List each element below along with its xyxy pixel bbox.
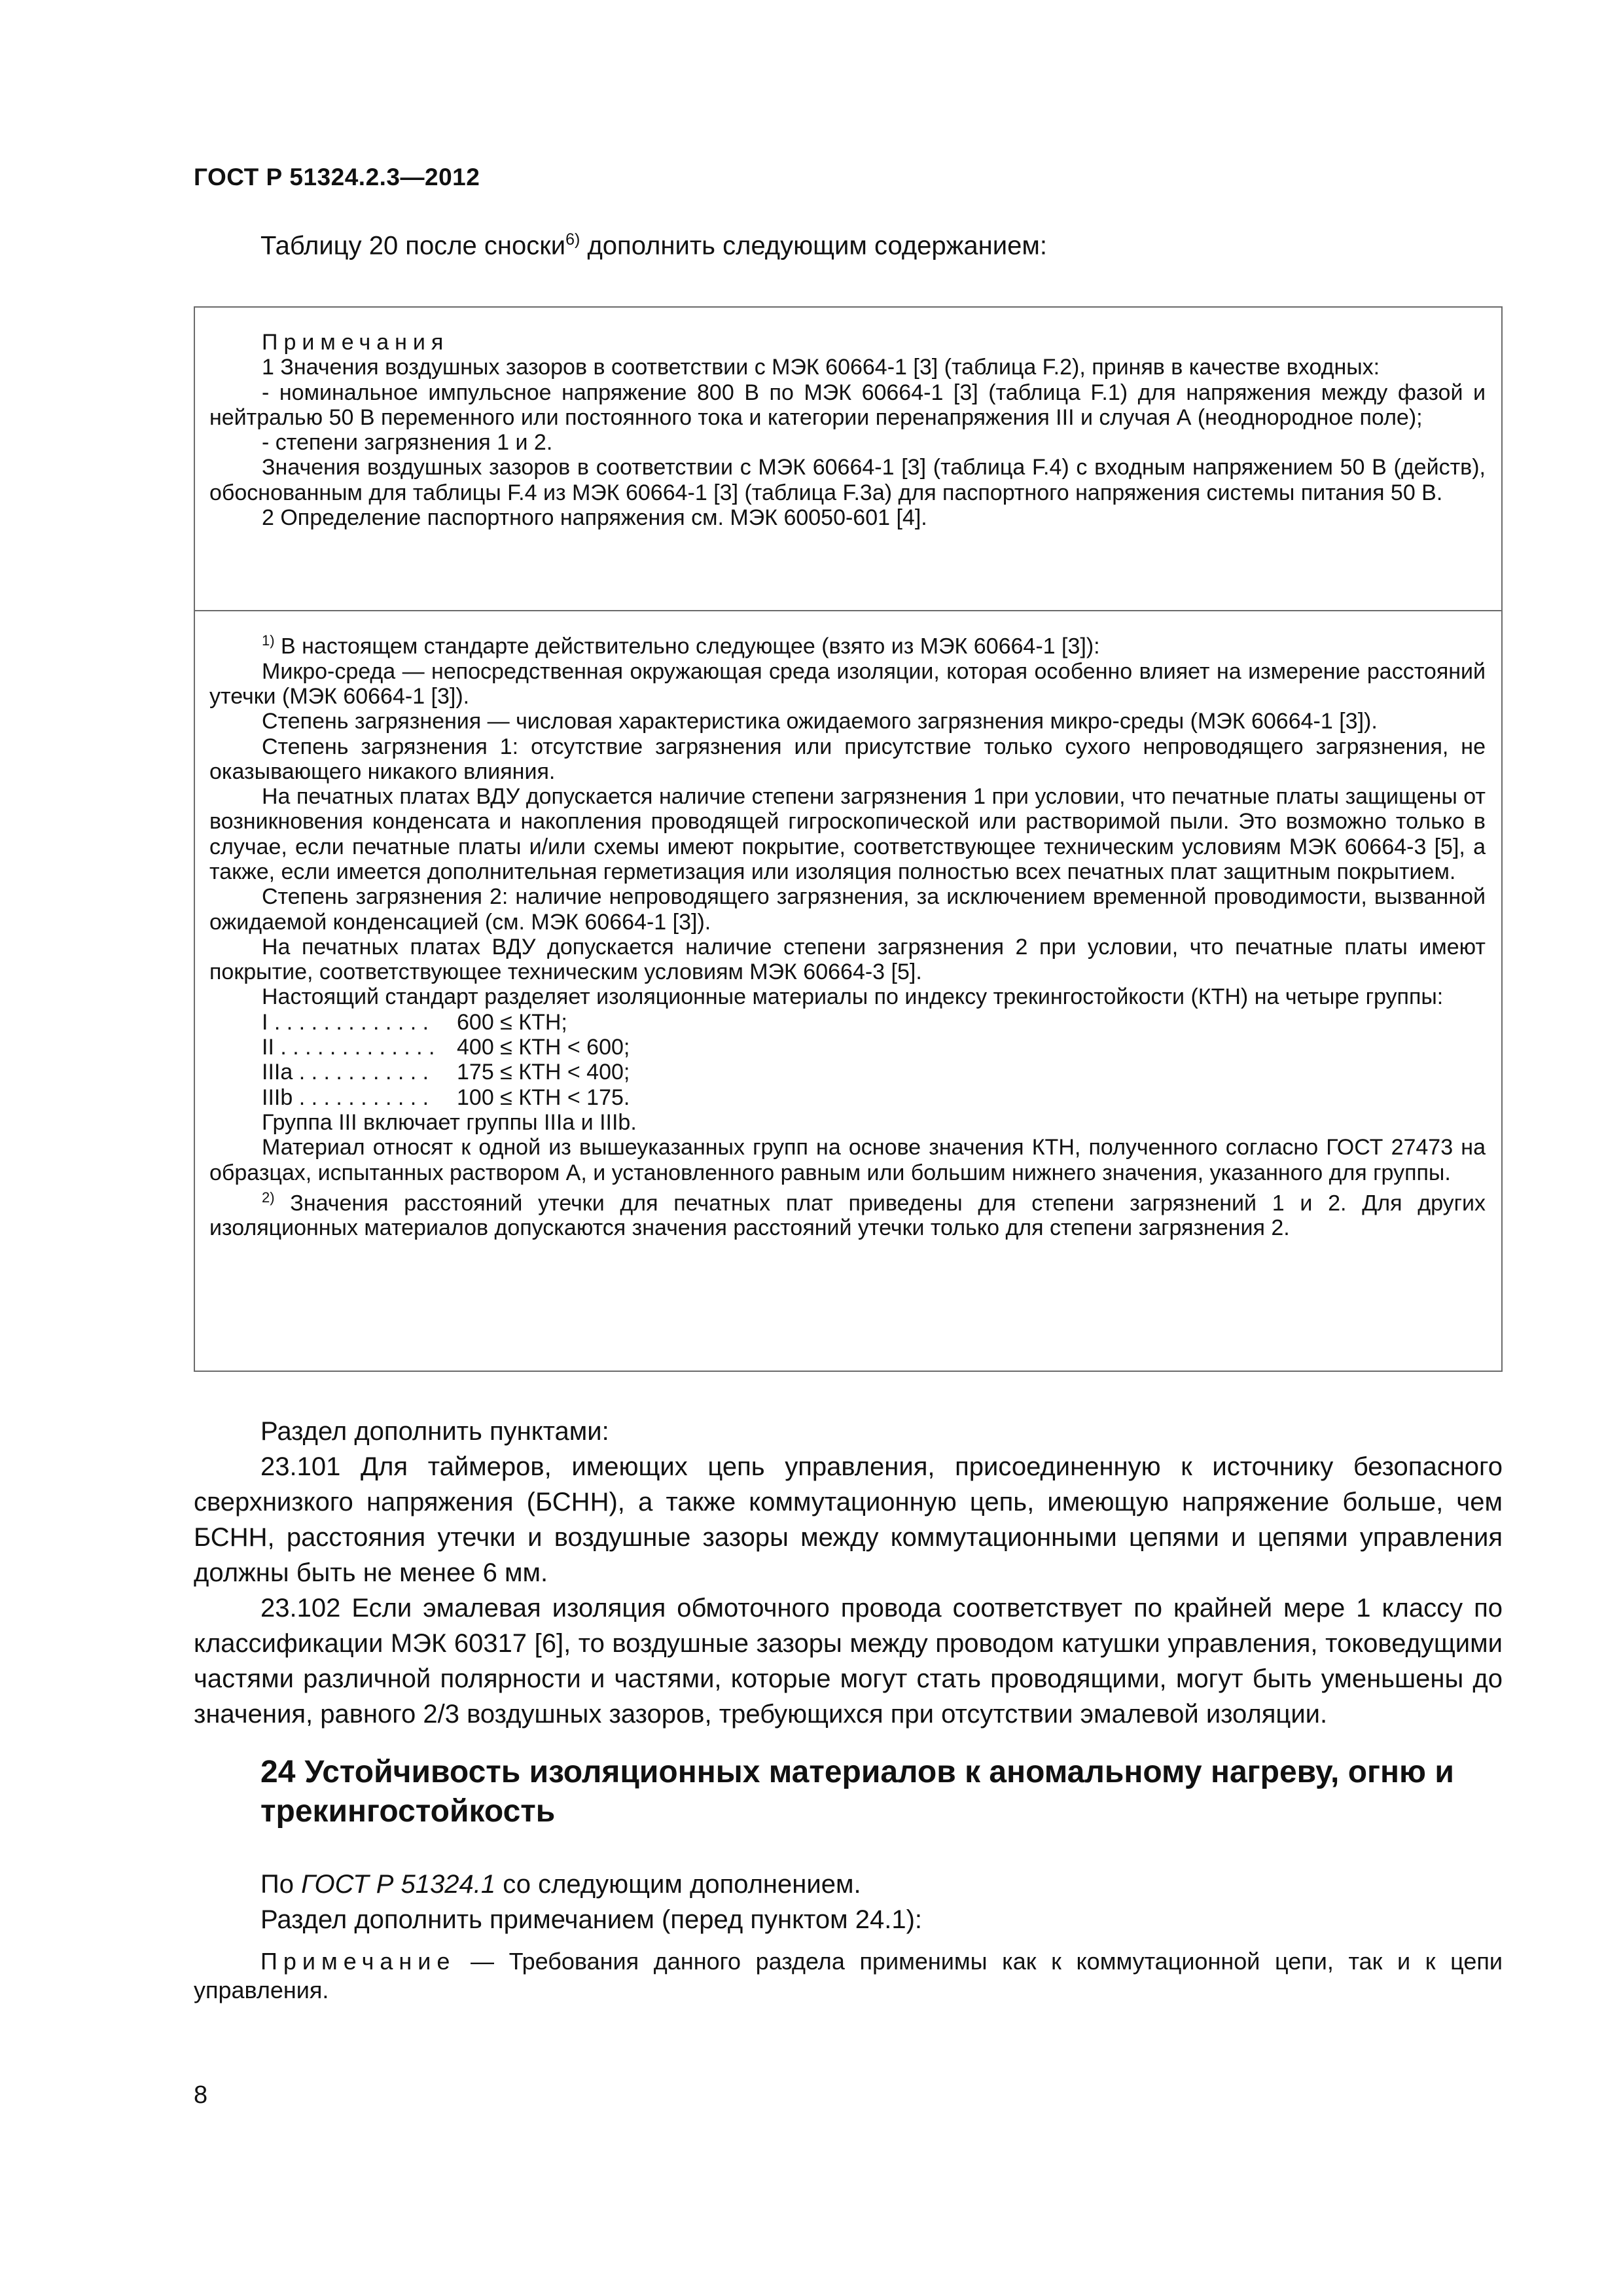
ktn-group-name: IIIb . . . . . . . . . . .: [262, 1085, 429, 1110]
section-number: 24: [260, 1755, 296, 1789]
ref-before: По: [260, 1870, 302, 1899]
section-24-heading: [260, 1753, 1471, 1831]
footnote-para: Материал относят к одной из вышеуказанных групп на основе значения КТН, полученного согласно ГОСТ 27473 на образцах, испытанных раствором А, и установленного равным или большим нижнего значения, указанного для группы.: [209, 1135, 1486, 1185]
section-24-body: [194, 1867, 1503, 1937]
footnote-para: На печатных платах ВДУ допускается наличие степени загрязнения 1 при условии, что печатные платы защищены от возникновения конденсата и накопления проводящей гигроскопической или растворимой пыли. Это возможно только в случае, если печатные платы и/или схемы имеют покрытие, соответствующее техническим условиям МЭК 60664-3 [5], а также, если имеется дополнительная герметизация или изоляция полностью всех печатных плат защитным покрытием.: [209, 784, 1486, 884]
notes-title: Примечания: [262, 330, 450, 355]
footnote-1: [209, 628, 1486, 659]
ktn-group-range: 400 ≤ КТН < 600;: [457, 1035, 630, 1060]
note-line: - номинальное импульсное напряжение 800 В по МЭК 60664-1 [3] (таблица F.1) для напряжения между фазой и нейтралью 50 В переменного или постоянного тока и категории перенапряжения III и случая А (неоднородное поле);: [209, 380, 1486, 430]
notes-box: [194, 306, 1503, 611]
page-number: 8: [194, 2081, 208, 2109]
intro-before: Таблицу 20 после сноски: [260, 231, 566, 260]
note-line: Значения воздушных зазоров в соответствии с МЭК 60664-1 [3] (таблица F.4) с входным напряжением 50 В (действ), обоснованным для таблицы F.4 из МЭК 60664-1 [3] (таблица F.3a) для паспортного напряжения системы питания 50 В.: [209, 455, 1486, 505]
footnote-mark: 2): [262, 1189, 275, 1206]
section-24-add: Раздел дополнить примечанием (перед пунктом 24.1):: [260, 1905, 923, 1934]
ktn-group-row: [209, 1060, 1486, 1085]
ktn-group-row: [209, 1085, 1486, 1110]
body-text: [194, 1414, 1503, 1732]
footnote-2-text: Значения расстояний утечки для печатных плат приведены для степени загрязнений 1 и 2. Для других изоляционных материалов допускаются значения расстояний утечки только для степени загрязнения 2.: [209, 1191, 1486, 1241]
note-line: 1 Значения воздушных зазоров в соответствии с МЭК 60664-1 [3] (таблица F.2), приняв в качестве входных:: [262, 355, 1380, 380]
footnote-para: На печатных платах ВДУ допускается наличие степени загрязнения 2 при условии, что печатные платы имеют покрытие, соответствующее техническим условиям МЭК 60664-3 [5].: [209, 934, 1486, 985]
ktn-group-name: II . . . . . . . . . . . . .: [262, 1035, 435, 1060]
ktn-group-name: IIIa . . . . . . . . . . .: [262, 1060, 429, 1085]
footnote-para: Группа III включает группы IIIa и IIIb.: [262, 1109, 637, 1135]
ktn-group-range: 175 ≤ КТН < 400;: [457, 1060, 630, 1085]
standard-reference: ГОСТ Р 51324.1: [301, 1870, 496, 1899]
footnote-mark: 1): [262, 632, 275, 649]
footnote-para: Степень загрязнения 2: наличие непроводящего загрязнения, за исключением временной проводимости, вызванной ожидаемой конденсацией (см. МЭК 60664-1 [3]).: [209, 884, 1486, 935]
footnote-para: Степень загрязнения 1: отсутствие загрязнения или присутствие только сухого непроводящего загрязнения, не оказывающего никакого влияния.: [209, 734, 1486, 784]
ktn-group-row: [209, 1035, 1486, 1060]
note-24: [194, 1947, 1503, 2005]
reference-line: [194, 1867, 1503, 1902]
note-text: — Требования данного раздела применимы как к коммутационной цепи, так и к цепи управления.: [194, 1948, 1503, 2003]
document-header: ГОСТ Р 51324.2.3—2012: [194, 164, 480, 190]
ktn-group-row: [209, 1010, 1486, 1035]
footnotes-box: [194, 611, 1503, 1372]
ktn-group-name: I . . . . . . . . . . . . .: [262, 1009, 429, 1035]
intro-after: дополнить следующим содержанием:: [580, 231, 1047, 260]
footnote-1-text: В настоящем стандарте действительно следующее (взято из МЭК 60664-1 [3]):: [274, 634, 1100, 659]
footnote-2: [209, 1185, 1486, 1241]
section-add-text: Раздел дополнить пунктами:: [260, 1417, 609, 1446]
clause-23-101: 23.101 Для таймеров, имеющих цепь управления, присоединенную к источнику безопасного сверхнизкого напряжения (БСНН), а также коммутационную цепь, имеющую напряжение больше, чем БСНН, расстояния утечки и воздушные зазоры между коммутационными цепями и цепями управления должны быть не менее 6 мм.: [194, 1452, 1503, 1587]
note-label: Примечание: [260, 1948, 456, 1975]
footnote-para: Настоящий стандарт разделяет изоляционные материалы по индексу трекингостойкости (КТН) на четыре группы:: [262, 984, 1444, 1010]
note-line: - степени загрязнения 1 и 2.: [262, 430, 553, 456]
note-line: 2 Определение паспортного напряжения см. МЭК 60050-601 [4].: [262, 505, 927, 531]
footnote-ref: 6): [565, 230, 580, 249]
ktn-group-range: 100 ≤ КТН < 175.: [457, 1085, 630, 1110]
footnote-para: Степень загрязнения — числовая характеристика ожидаемого загрязнения микро-среды (МЭК 60664-1 [3]).: [262, 709, 1378, 734]
intro-text: [260, 230, 1047, 260]
section-title: Устойчивость изоляционных материалов к аномальному нагреву, огню и трекингостойкость: [260, 1755, 1454, 1829]
ktn-group-range: 600 ≤ КТН;: [457, 1009, 567, 1035]
footnote-para: Микро-среда — непосредственная окружающая среда изоляции, которая особенно влияет на измерение расстояний утечки (МЭК 60664-1 [3]).: [209, 658, 1486, 709]
ref-after: со следующим дополнением.: [495, 1870, 861, 1899]
clause-23-102: 23.102 Если эмалевая изоляция обмоточного провода соответствует по крайней мере 1 классу по классификации МЭК 60317 [6], то воздушные зазоры между проводом катушки управления, токоведущими частями различной полярности и частями, которые могут стать проводящими, могут быть уменьшены до значения, равного 2/3 воздушных зазоров, требующихся при отсутствии эмалевой изоляции.: [194, 1594, 1503, 1729]
